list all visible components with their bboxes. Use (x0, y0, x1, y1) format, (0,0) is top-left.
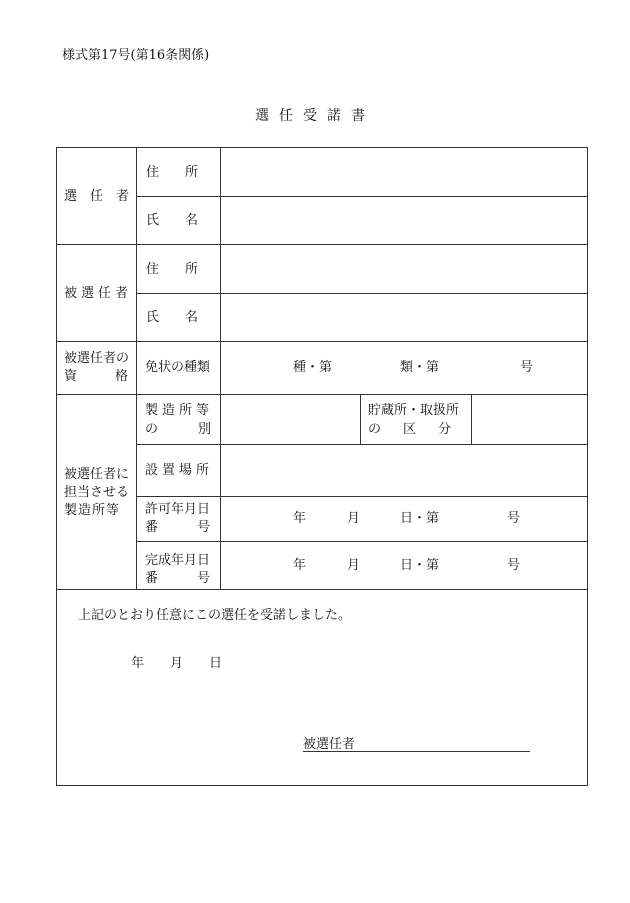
storage-division-label-line2: の区分 (368, 422, 474, 437)
signer-label: 被選任者 (303, 737, 356, 752)
license-number-value: 号 (520, 360, 534, 375)
permit-month: 月 (347, 511, 361, 526)
completion-date-label-line1: 完成年月日 (145, 553, 211, 568)
appointee-address-label: 住所 (146, 262, 225, 277)
appointee-label: 被選任者 (64, 286, 133, 301)
completion-number: 号 (507, 558, 521, 573)
appointee-name-label: 氏名 (146, 310, 225, 325)
date-day: 日 (209, 656, 223, 671)
permit-day: 日・第 (400, 511, 440, 526)
permit-date-label-line2: 番号 (145, 520, 250, 535)
completion-day: 日・第 (400, 558, 440, 573)
document-title: 選任受諾書 (255, 108, 375, 124)
permit-date-label-line1: 許可年月日 (145, 502, 211, 517)
license-class-value: 類・第 (400, 360, 440, 375)
grid-line (136, 541, 588, 542)
completion-month: 月 (347, 558, 361, 573)
grid-line (136, 147, 137, 589)
qualification-label-line1: 被選任者の (64, 351, 130, 366)
grid-line (360, 394, 361, 444)
form-code: 様式第17号(第16条関係) (62, 48, 210, 63)
license-kind-value: 種・第 (293, 360, 333, 375)
facility-category-label-line1: 製造所等 (145, 403, 214, 418)
license-type-label: 免状の種類 (145, 360, 211, 375)
appointer-name-label: 氏名 (146, 213, 225, 228)
facility-label-line2: 担当させる (64, 485, 130, 500)
appointer-address-label: 住所 (146, 165, 225, 180)
acceptance-statement: 上記のとおり任意にこの選任を受諾しました。 (78, 608, 352, 623)
facility-label-line3: 製造所等 (64, 503, 121, 518)
facility-label-line1: 被選任者に (64, 467, 130, 482)
grid-line (136, 293, 588, 294)
grid-line (136, 444, 588, 445)
facility-category-label-line2: の別 (145, 422, 252, 437)
grid-line (136, 496, 588, 497)
grid-line (136, 196, 588, 197)
completion-year: 年 (293, 558, 307, 573)
permit-number: 号 (507, 511, 521, 526)
storage-division-label-line1: 貯蔵所・取扱所 (368, 403, 460, 418)
location-label: 設置場所 (145, 463, 214, 478)
date-month: 月 (170, 656, 184, 671)
qualification-label-line2: 資格 (64, 369, 167, 384)
permit-year: 年 (293, 511, 307, 526)
signature-line[interactable] (303, 751, 530, 752)
appointer-label (64, 189, 143, 204)
grid-line (56, 589, 588, 590)
appointer-label-text: 選任者 (64, 189, 143, 204)
completion-date-label-line2: 番号 (145, 571, 250, 586)
date-year: 年 (131, 656, 145, 671)
